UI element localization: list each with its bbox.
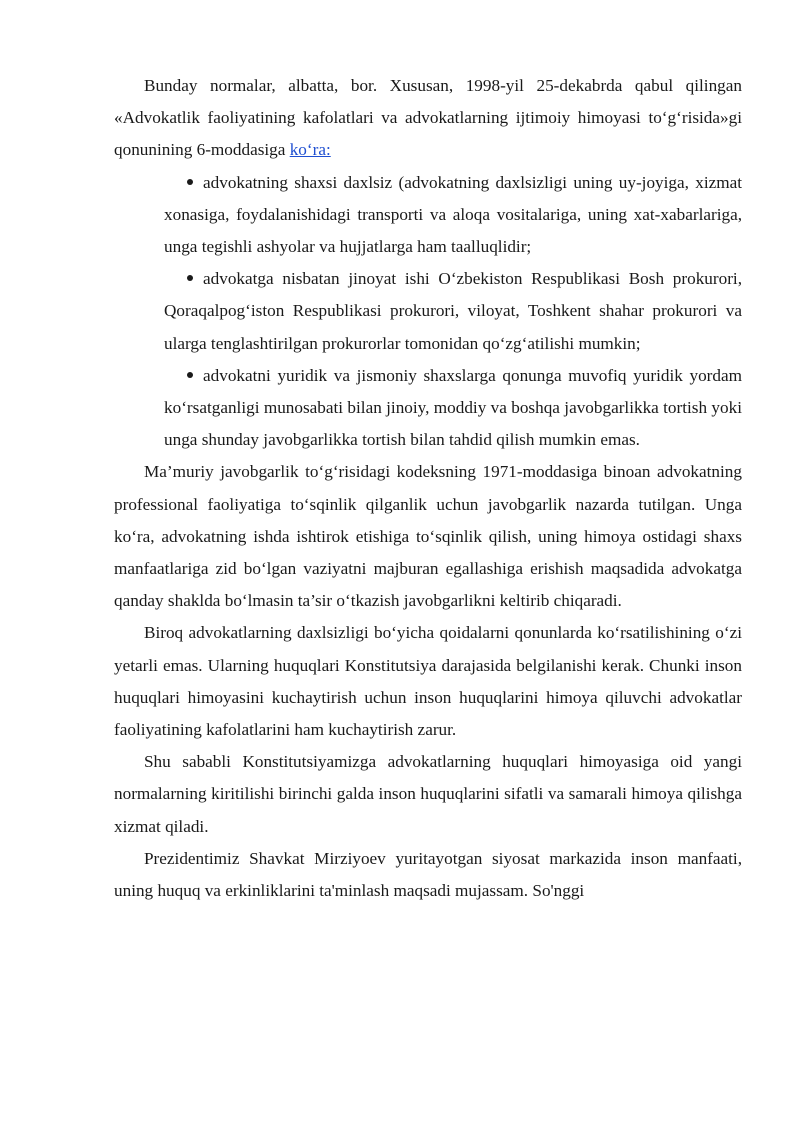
document-page xyxy=(114,70,742,907)
list-item-text: advokatni yuridik va jismoniy shaxslarga qonunga muvofiq yuridik yordam ko‘rsatganligi munosabati bilan jinoiy, moddiy va boshqa javobgarlikka tortish yoki unga shunday javobgarlikka tortish bilan tahdid qilish mumkin emas. xyxy=(164,365,742,450)
body-paragraph: Ma’muriy javobgarlik to‘g‘risidagi kodeksning 1971-moddasiga binoan advokatning professional faoliyatiga to‘sqinlik qilganlik uchun javobgarlik nazarda tutilgan. Unga ko‘ra, advokatning ishda ishtirok etishiga to‘sqinlik qilish, uning himoya ostidagi shaxs manfaatlariga zid bo‘lgan vaziyatni majburan egallashiga erishish maqsadida advokatga qanday shaklda bo‘lmasin ta’sir o‘tkazish javobgarlikni keltirib chiqaradi. xyxy=(114,462,742,611)
list-item xyxy=(164,360,742,457)
body-paragraph: Biroq advokatlarning daxlsizligi bo‘yicha qoidalarni qonunlarda ko‘rsatilishining o‘zi yetarli emas. Ularning huquqlari Konstitutsiya darajasida belgilanishi kerak. Chunki inson huquqlari himoyasini kuchaytirish uchun inson huquqlarini himoya qiluvchi advokatlar faoliyatining kafolatlarini ham kuchaytirish zarur. xyxy=(114,623,742,740)
body-paragraph: Prezidentimiz Shavkat Mirziyoev yuritayotgan siyosat markazida inson manfaati, uning huquq va erkinliklarini ta'minlash maqsadi mujassam. So'nggi xyxy=(114,848,742,901)
law-article-link[interactable]: ko‘ra: xyxy=(289,140,331,160)
bullet-icon xyxy=(187,179,193,185)
bullet-list xyxy=(114,167,742,457)
bullet-icon xyxy=(187,275,193,281)
list-item-text: advokatga nisbatan jinoyat ishi O‘zbekiston Respublikasi Bosh prokurori, Qoraqalpog‘iston Respublikasi prokurori, viloyat, Toshkent shahar prokurori va ularga tenglashtirilgan prokurorlar tomonidan qo‘zg‘atilishi mumkin; xyxy=(164,269,742,353)
list-item xyxy=(164,263,742,360)
body-paragraph: Shu sababli Konstitutsiyamizga advokatlarning huquqlari himoyasiga oid yangi normalarning kiritilishi birinchi galda inson huquqlarini sifatli va samarali himoya qilishga xizmat qiladi. xyxy=(114,752,742,836)
intro-text: Bunday normalar, albatta, bor. Xususan, 1998-yil 25-dekabrda qabul qilingan «Advokatlik faoliyatining kafolatlari va advokatlarning ijtimoiy himoyasi to‘g‘risida»gi qonunining 6-moddasiga xyxy=(114,76,742,160)
list-item-text: advokatning shaxsi daxlsiz (advokatning daxlsizligi uning uy-joyiga, xizmat xonasiga, foydalanishidagi transporti va aloqa vositalariga, uning xat-xabarlariga, unga tegishli ashyolar va hujjatlarga ham taalluqlidir; xyxy=(164,172,742,257)
bullet-icon xyxy=(187,372,193,378)
list-item xyxy=(164,167,742,264)
intro-paragraph xyxy=(114,70,742,167)
